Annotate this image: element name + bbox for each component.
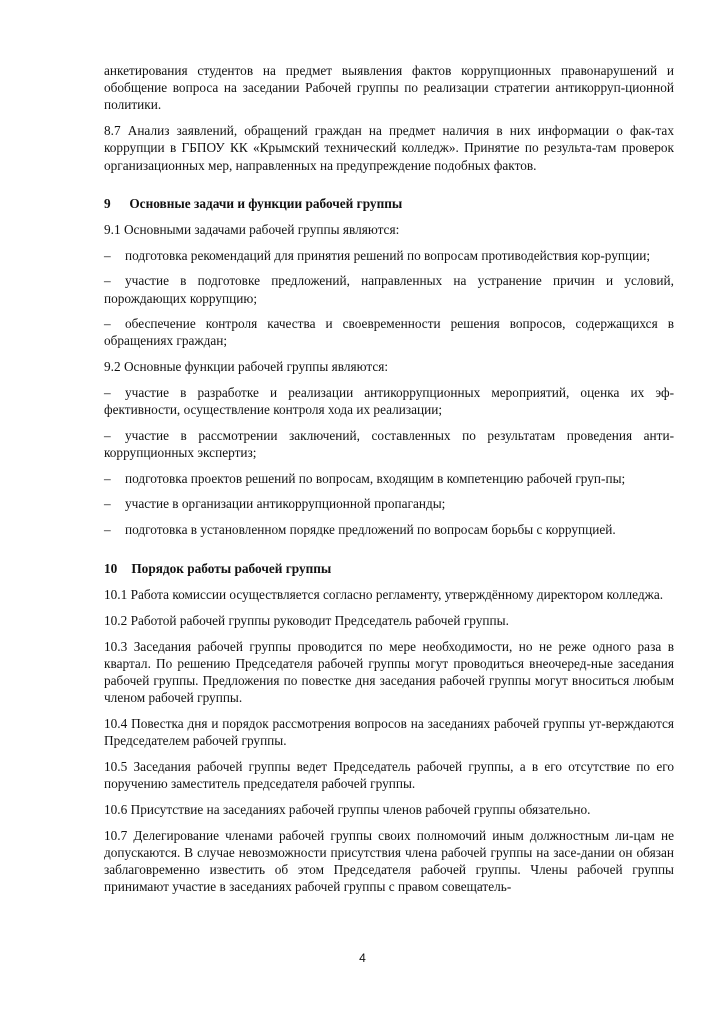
function-item: – участие в рассмотрении заключений, составленных по результатам проведения анти-коррупционных экспертиз; [104,427,674,460]
dash-marker: – [104,496,111,512]
section-9-number: 9 [104,195,111,211]
section-10-title: Порядок работы рабочей группы [131,561,332,577]
task-item: – подготовка рекомендаций для принятия решений по вопросам противодействия кор-рупции; [104,247,651,263]
section-10-number: 10 [104,561,118,577]
dash-marker: – [104,384,111,400]
dash-marker: – [104,522,111,538]
section-10-paragraph: 10.3 Заседания рабочей группы проводится по мере необходимости, но не реже одного раза в квартал. По решению Председателя рабочей группы могут проводиться внеочеред-ные заседания рабочей группы. Предложения по повестке дня заседания рабочей группы могут вноситься любым членом рабочей группы. [104,638,674,706]
dash-marker: – [104,273,111,289]
page-body [104,62,674,896]
section-10-heading [104,560,674,577]
function-item: – участие в разработке и реализации антикоррупционных мероприятий, оценка их эф-фективности, осуществление контроля хода их реализации; [104,384,674,418]
section-10-paragraph: 10.5 Заседания рабочей группы ведет Председатель рабочей группы, а в его отсутствие по его поручению заместитель председателя рабочей группы. [104,759,674,792]
intro-paragraph-2: 8.7 Анализ заявлений, обращений граждан на предмет наличия в них информации о фак-тах коррупции в ГБПОУ КК «Крымский технический колледж». Принятие по результа-там проверок организационных мер, направленных на предупреждение подобных фактов. [104,123,674,173]
intro-paragraph-1: анкетирования студентов на предмет выявления фактов коррупционных правонарушений и обобщение вопроса на заседании Рабочей группы по реализации стратегии антикорруп-ционной политики. [104,63,674,113]
section-9-title: Основные задачи и функции рабочей группы [129,195,403,211]
section-10-paragraph: 10.1 Работа комиссии осуществляется согласно регламенту, утверждённому директором колледжа. [104,587,664,603]
dash-marker: – [104,247,111,263]
function-item: – подготовка в установленном порядке предложений по вопросам борьбы с коррупцией. [104,522,616,538]
functions-intro: 9.2 Основные функции рабочей группы являются: [104,359,389,375]
task-item: – обеспечение контроля качества и своевременности решения вопросов, содержащихся в обращениях граждан; [104,316,674,349]
tasks-intro: 9.1 Основными задачами рабочей группы являются: [104,221,400,237]
section-10-paragraph: 10.6 Присутствие на заседаниях рабочей группы членов рабочей группы обязательно. [104,802,591,817]
function-item: – подготовка проектов решений по вопросам, входящим в компетенцию рабочей груп-пы; [104,470,626,486]
dash-marker: – [104,470,111,486]
section-10-paragraph: 10.4 Повестка дня и порядок рассмотрения вопросов на заседаниях рабочей группы ут-верждаются Председателем рабочей группы. [104,716,674,749]
function-item: – участие в организации антикоррупционной пропаганды; [104,496,446,512]
page-number: 4 [359,951,366,965]
section-10-paragraph: 10.7 Делегирование членами рабочей группы своих полномочий иным должностным ли-цам не допускаются. В случае невозможности присутствия члена рабочей группы на засе-дании он обязан заблаговременно известить об этом Председателя рабочей группы. Члены рабочей группы принимают участие в заседаниях рабочей группы с правом совещатель- [104,827,674,895]
dash-marker: – [104,427,111,443]
section-10-paragraph: 10.2 Работой рабочей группы руководит Председатель рабочей группы. [104,613,509,629]
section-9-heading [104,195,674,212]
task-item: – участие в подготовке предложений, направленных на устранение причин и условий, порождающих коррупцию; [104,273,674,306]
dash-marker: – [104,316,111,332]
